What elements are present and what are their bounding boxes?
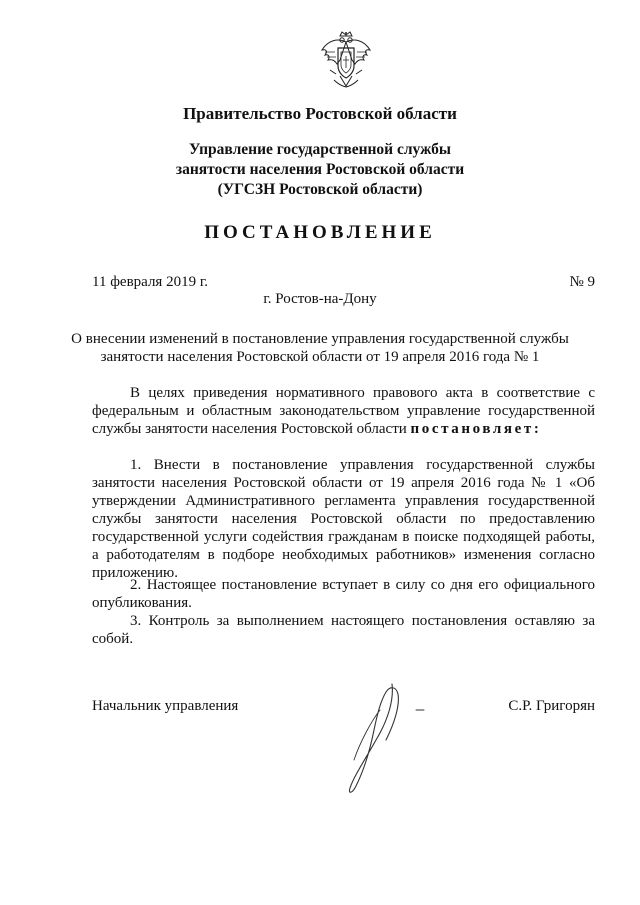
item-line: приложению. [92,565,179,581]
item-line: утверждении Административного регламента управления государственной [92,493,595,509]
document-number: № 9 [569,274,595,290]
department-name [0,140,640,200]
department-line: Управление государственной службы [189,141,451,158]
preamble-line: службы занятости населения Ростовской области [92,421,407,437]
handwritten-signature [320,680,440,800]
item-line: а работодателям в подборе необходимых работников» изменения согласно [92,547,595,563]
item-1-paragraph [92,456,595,582]
item-line: собой. [92,631,134,647]
item-line: государственной услуги содействия гражданам в поиске подходящей работы, [92,529,595,545]
preamble-line: В целях приведения нормативного правового акта в соответствие с [130,385,595,401]
document-date: 11 февраля 2019 г. [92,274,209,290]
document-type: ПОСТАНОВЛЕНИЕ [204,222,436,243]
item-2-paragraph [92,576,595,612]
signatory-name: С.Р. Григорян [508,698,595,714]
department-line: занятости населения Ростовской области [175,161,465,178]
item-line: 2. Настоящее постановление вступает в силу со дня его официального [130,577,595,593]
item-line: опубликования. [92,595,192,611]
subject-line: занятости населения Ростовской области от 19 апреля 2016 года № 1 [100,349,540,365]
item-3-paragraph [92,612,595,648]
item-line: 3. Контроль за выполнением настоящего постановления оставляю за [130,613,595,629]
signatory-position: Начальник управления [92,698,239,714]
document-city: г. Ростов-на-Дону [263,291,377,307]
preamble-line-last [92,420,595,438]
preamble-paragraph [92,384,595,438]
resolves-word: постановляет: [410,421,542,437]
item-line: 1. Внести в постановление управления государственной службы [130,457,595,473]
department-abbreviation: (УГСЗН Ростовской области) [217,181,423,198]
coat-of-arms-icon [316,30,376,90]
preamble-line: федеральным и областным законодательством управление государственной [92,403,595,419]
item-line: занятости населения Ростовской области от 19 апреля 2016 года № 1 «Об [92,475,595,491]
subject-line: О внесении изменений в постановление управления государственной службы [71,331,569,347]
document-subject [0,330,640,366]
item-line: службы занятости населения Ростовской области по предоставлению [92,511,595,527]
government-title: Правительство Ростовской области [183,104,457,123]
